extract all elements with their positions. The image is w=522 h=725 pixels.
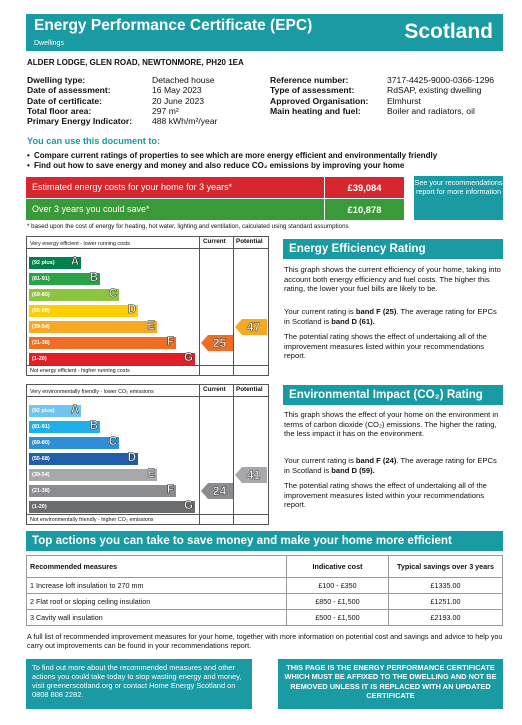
rating-band-c	[29, 289, 119, 301]
bullet-item: • Find out how to save energy and money and also reduce CO₂ emissions by improving your home	[27, 161, 405, 170]
env-p2c: . The average rating for EPCs in Scotland is	[284, 456, 497, 475]
ee-paragraph-1: This graph shows the current efficiency of your home, taking into account both energy efficiency and fuel costs. The higher this rating, the lower your fuel bills are likely to be.	[284, 265, 501, 293]
detail-key: Reference number:	[270, 75, 349, 85]
band-range: (92 plus)	[32, 408, 55, 414]
property-address: ALDER LODGE, GLEN ROAD, NEWTONMORE, PH20 1EA	[27, 58, 244, 67]
bullet-text: Find out how to save energy and money and also reduce CO₂ emissions by improving your home	[34, 161, 405, 170]
band-range: (81-91)	[32, 424, 50, 430]
table-row	[27, 610, 503, 626]
band-letter: G	[184, 500, 193, 512]
detail-value: 16 May 2023	[152, 85, 202, 96]
rating-band-e	[29, 469, 157, 481]
divider	[27, 396, 268, 397]
scale-top-label: Very environmentally friendly - lower CO₂ emissions	[30, 389, 154, 395]
detail-value: 488 kWh/m²/year	[152, 116, 218, 127]
divider	[199, 237, 200, 375]
env-paragraph-3: The potential rating shows the effect of undertaking all of the improvement measures listed within your recommendations report.	[284, 481, 487, 509]
band-range: (1-20)	[32, 504, 47, 510]
table-header-row	[27, 556, 503, 578]
band-range: (39-54)	[32, 324, 50, 330]
scale-bottom-label: Not environmentally friendly - higher CO₂ emissions	[30, 517, 154, 523]
scale-top-label: Very energy efficient - lower running costs	[30, 241, 130, 247]
rating-band-a	[29, 405, 81, 417]
detail-key: Approved Organisation:	[270, 95, 369, 106]
full-recommendations-note: A full list of recommended improvement measures for your home, together with more information on potential cost and savings and advice to help you carry out improvements can be found in your recommendations report.	[27, 632, 503, 650]
band-letter: A	[70, 404, 79, 416]
band-letter: G	[184, 352, 193, 364]
detail-row	[27, 96, 204, 106]
environmental-impact-title: Environmental Impact (CO₂) Rating	[283, 385, 503, 405]
ee-average-band: band D (61).	[331, 316, 375, 326]
current-rating-arrow	[201, 483, 233, 499]
detail-key: Total floor area:	[27, 105, 92, 116]
detail-value: Boiler and radiators, oil	[387, 105, 475, 116]
potential-rating-arrow	[235, 319, 267, 335]
measure-cell: 3 Cavity wall insulation	[27, 610, 287, 626]
more-info-box: To find out more about the recommended measures and other actions you could take today to stop wasting energy and money, visit greenerscotland.org or contact Home Energy Scotland on 0808 808 2282.	[26, 659, 252, 709]
bullet-text: Compare current ratings of properties to see which are more energy efficient and environmentally friendly	[34, 151, 438, 160]
recommendations-box: See your recommendations report for more information	[414, 176, 503, 220]
detail-row	[27, 116, 217, 126]
rating-band-f	[29, 485, 176, 497]
savings-cell: £2193.00	[389, 610, 503, 626]
certificate-notice: THIS PAGE IS THE ENERGY PERFORMANCE CERTIFICATE WHICH MUST BE AFFIXED TO THE DWELLING AND NOT BE REMOVED UNLESS IT IS REPLACED WITH AN UPDATED CERTIFICATE	[278, 659, 503, 709]
band-range: (55-68)	[32, 456, 50, 462]
top-actions-title: Top actions you can take to save money and make your home more efficient	[26, 531, 503, 551]
ee-paragraph-3: The potential rating shows the effect of undertaking all of the improvement measures listed within your recommendations report.	[284, 332, 487, 360]
detail-value: Elmhurst	[387, 95, 421, 106]
band-range: (55-68)	[32, 308, 50, 314]
rating-band-d	[29, 453, 138, 465]
cost-label: Over 3 years you could save*	[32, 204, 150, 214]
rating-band-e	[29, 321, 157, 333]
rating-value: 41	[246, 468, 261, 482]
detail-row	[27, 75, 215, 85]
rating-value: 25	[212, 336, 227, 350]
band-range: (39-54)	[32, 472, 50, 478]
potential-rating-arrow	[235, 467, 267, 483]
col-savings: Typical savings over 3 years	[389, 556, 503, 578]
rating-band-d	[29, 305, 138, 317]
cost-row-estimated	[26, 177, 324, 198]
env-p2a: Your current rating is	[284, 456, 356, 465]
band-letter: B	[89, 420, 98, 432]
ee-paragraph-2	[284, 307, 502, 326]
rating-value: 24	[212, 484, 227, 498]
band-range: (69-80)	[32, 292, 50, 298]
band-letter: D	[127, 452, 136, 464]
rating-band-g	[29, 501, 195, 513]
detail-key: Date of assessment:	[27, 85, 111, 96]
page-subtitle: Dwellings	[34, 40, 64, 47]
detail-row	[270, 75, 494, 85]
divider	[233, 237, 234, 375]
cost-value-savings: £10,878	[324, 199, 404, 220]
env-paragraph-1: This graph shows the effect of your home on the environment in terms of carbon dioxide (CO₂) emissions. The higher the rating, the less impact it has on the environment.	[284, 410, 499, 438]
rating-band-b	[29, 421, 100, 433]
band-letter: B	[89, 272, 98, 284]
ee-p2c: . The average rating for EPCs in Scotland is	[284, 307, 497, 326]
band-range: (1-20)	[32, 356, 47, 362]
rating-band-b	[29, 273, 100, 285]
page-title: Energy Performance Certificate (EPC)	[34, 17, 313, 34]
band-letter: C	[108, 288, 117, 300]
cost-footnote: * based upon the cost of energy for heating, hot water, lighting and ventilation, calculated using standard assumptions	[27, 223, 349, 230]
rating-band-c	[29, 437, 119, 449]
detail-row	[270, 85, 481, 95]
rating-value: 47	[246, 320, 261, 334]
detail-value: Detached house	[152, 75, 215, 85]
env-paragraph-2	[284, 456, 502, 475]
savings-cell: £1251.00	[389, 594, 503, 610]
env-average-band: band D (59).	[331, 465, 375, 475]
ee-current-band: band F (25)	[355, 307, 397, 316]
environmental-rating-chart	[26, 384, 269, 525]
col-current: Current	[203, 386, 226, 393]
current-rating-arrow	[201, 335, 233, 351]
detail-value: RdSAP, existing dwelling	[387, 85, 482, 96]
detail-row	[270, 96, 421, 106]
detail-row	[27, 106, 179, 116]
table-row	[27, 578, 503, 594]
cost-value-estimated: £39,084	[324, 177, 404, 198]
measure-cell: 2 Flat roof or sloping ceiling insulation	[27, 594, 287, 610]
band-letter: A	[70, 256, 79, 268]
cost-row-savings	[26, 199, 324, 220]
measure-cell: 1 Increase loft insulation to 270 mm	[27, 578, 287, 594]
band-range: (81-91)	[32, 276, 50, 282]
detail-key: Dwelling type:	[27, 75, 86, 85]
ee-p2a: Your current rating is	[284, 307, 356, 316]
use-document-title: You can use this document to:	[27, 136, 161, 146]
energy-rating-chart	[26, 236, 269, 376]
detail-value: 3717-4425-9000-0366-1296	[387, 75, 495, 85]
col-current: Current	[203, 238, 226, 245]
env-current-band: band F (24)	[355, 456, 397, 465]
band-letter: F	[166, 336, 174, 348]
detail-key: Type of assessment:	[270, 85, 355, 96]
divider	[199, 385, 200, 524]
divider	[27, 365, 268, 366]
col-measures: Recommended measures	[27, 556, 287, 578]
scale-bottom-label: Not energy efficient - higher running costs	[30, 368, 130, 374]
table-row	[27, 594, 503, 610]
rating-band-a	[29, 257, 81, 269]
cost-cell: £100 - £350	[287, 578, 389, 594]
energy-efficiency-title: Energy Efficiency Rating	[283, 239, 503, 259]
band-letter: C	[108, 436, 117, 448]
rating-band-g	[29, 353, 195, 365]
recommendations-table	[26, 555, 503, 626]
band-letter: F	[166, 484, 174, 496]
detail-key: Main heating and fuel:	[270, 105, 361, 116]
detail-row	[270, 106, 475, 116]
header-banner	[26, 14, 503, 51]
divider	[27, 514, 268, 515]
detail-key: Primary Energy Indicator:	[27, 116, 133, 127]
band-range: (69-80)	[32, 440, 50, 446]
col-cost: Indicative cost	[287, 556, 389, 578]
detail-key: Date of certificate:	[27, 95, 102, 106]
detail-row	[27, 85, 202, 95]
band-letter: D	[127, 304, 136, 316]
divider	[233, 385, 234, 524]
band-range: (21-38)	[32, 340, 50, 346]
col-potential: Potential	[236, 238, 263, 245]
band-letter: E	[147, 320, 155, 332]
cost-cell: £500 - £1,500	[287, 610, 389, 626]
country-label: Scotland	[404, 20, 493, 43]
rating-band-f	[29, 337, 176, 349]
band-letter: E	[147, 468, 155, 480]
band-range: (21-38)	[32, 488, 50, 494]
bullet-item: • Compare current ratings of properties to see which are more energy efficient and environmentally friendly	[27, 151, 438, 160]
divider	[27, 248, 268, 249]
cost-label: Estimated energy costs for your home for 3 years*	[32, 182, 233, 192]
cost-cell: £850 - £1,500	[287, 594, 389, 610]
detail-value: 20 June 2023	[152, 95, 205, 106]
savings-cell: £1335.00	[389, 578, 503, 594]
col-potential: Potential	[236, 386, 263, 393]
band-range: (92 plus)	[32, 260, 55, 266]
detail-value: 297 m²	[152, 105, 179, 116]
